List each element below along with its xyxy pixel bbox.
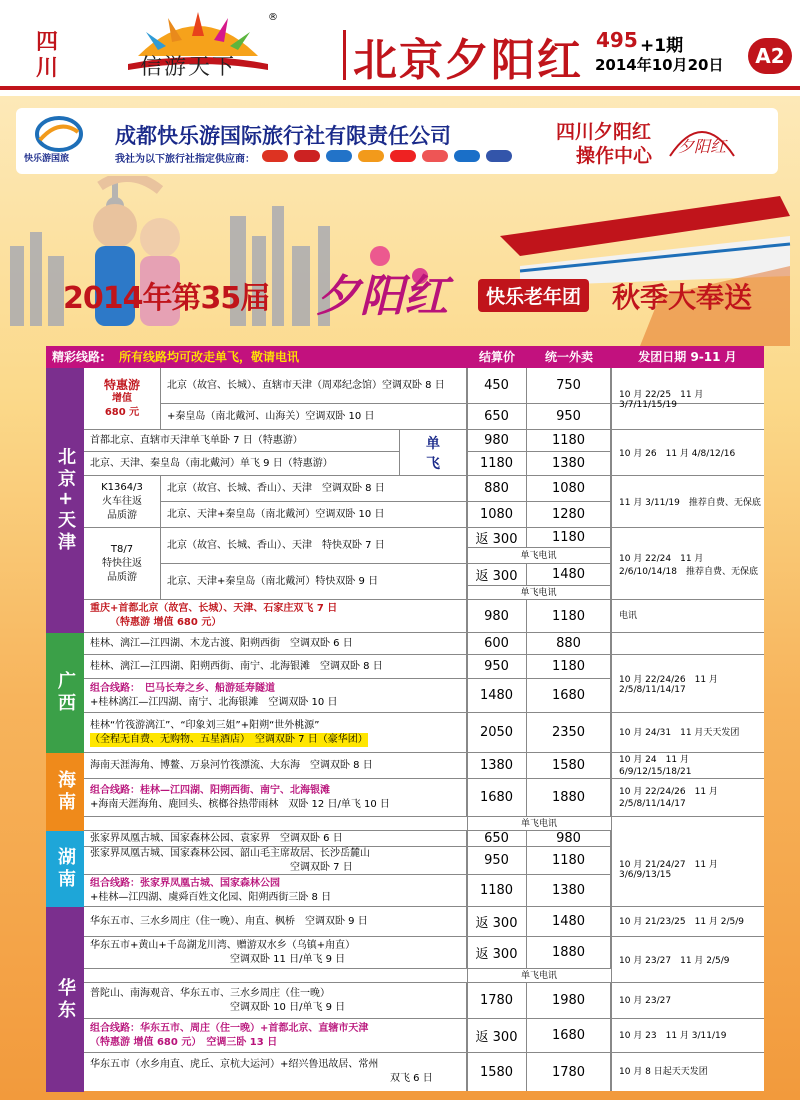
depart-dates: 10 月 22/25 11 月 3/7/11/15/19 [611, 368, 764, 430]
table-row: 北京（故宫、长城）、直辖市天津（周邓纪念馆）空调双卧 8 日 450 750 [161, 368, 764, 404]
promo-slogan: 秋季大奉送 [612, 281, 753, 314]
page-badge: A2 [748, 38, 792, 74]
table-row: 组合线路：张家界凤凰古城、国家森林公园 +桂林—江四湖、虞舜百姓文化园、阳朔西街三卧 8 日 1180 1380 [84, 875, 611, 907]
registered-mark: ® [268, 12, 278, 23]
table-row: 华东五市、三水乡周庄（住一晚）、甪直、枫桥 空调双卧 9 日 返 300 1480 10 月 21/23/25 11 月 2/5/9 [84, 907, 764, 937]
table-row: 华东五市+黄山+千岛湖龙川湾、赠游双水乡（乌镇+甪直） 空调双卧 11 日/单飞 9 日 返 300 1880 [84, 937, 611, 969]
partner-logos [262, 150, 512, 162]
company-logo-icon [24, 114, 94, 164]
partner-logo-icon [326, 150, 352, 162]
table-row-spacer [84, 817, 467, 831]
table-row: 张家界凤凰古城、国家森林公园、袁家界 空调双卧 6 日 650 980 [84, 831, 611, 847]
depart-dates: 10 月 22/24/26 11 月 2/5/8/11/14/17 [611, 655, 764, 713]
table-row: 张家界凤凰古城、国家森林公园、韶山毛主席故居、长沙岳麓山 空调双卧 7 日 950 1180 [84, 847, 611, 875]
route-label: K1364/3 火车往返 品质游 [84, 476, 161, 528]
table-row: 华东五市（水乡甪直、虎丘、京杭大运河）+绍兴鲁迅故居、常州 双飞 6 日 1580 1780 10 月 8 日起天天发团 [84, 1053, 764, 1091]
table-header-settle: 结算价 [467, 346, 527, 368]
region-guangxi: 广西 [46, 633, 84, 753]
depart-dates: 10 月 26 11 月 4/8/12/16 [611, 430, 764, 476]
table-row: 组合线路：华东五市、周庄（住一晚）+首都北京、直辖市天津 （特惠游 增值 680 元） 空调三卧 13 日 返 300 1680 10 月 23 11 月 3/11/19 [84, 1019, 764, 1053]
region-hunan: 湖南 [46, 831, 84, 907]
table-row: 北京（故宫、长城、香山）、天津 空调双卧 8 日 880 1080 [161, 476, 611, 502]
masthead [0, 0, 800, 88]
svg-text:夕阳红: 夕阳红 [678, 137, 727, 156]
table-row: 北京、天津+秦皇岛（南北戴河）空调双卧 10 日 1080 1280 [161, 502, 611, 528]
table-row: 海南天涯海角、博鳌、万泉河竹筏漂流、大东海 空调双卧 8 日 1380 1580 10 月 24 11 月 6/9/12/15/18/21 [84, 753, 764, 779]
route-label: T8/7 特快往返 品质游 [84, 528, 161, 600]
table-row: 北京、天津+秦皇岛（南北戴河）特快双卧 9 日 [161, 564, 467, 600]
single-flight-tag: 单 飞 [400, 430, 467, 476]
region-beijing: 北京+天津 [46, 368, 84, 633]
operation-center: 四川夕阳红 操作中心 [556, 121, 653, 167]
flight-note: 单飞电讯 [467, 548, 611, 564]
region-hainan: 海南 [46, 753, 84, 831]
depart-dates: 10 月 21/24/27 11 月 3/6/9/13/15 [611, 831, 764, 907]
masthead-rule [0, 86, 800, 90]
table-row: 桂林、漓江—江四湖、木龙古渡、阳朔西街 空调双卧 6 日 600 880 [84, 633, 764, 655]
table-header-routes: 精彩线路: 所有线路均可改走单飞，敬请电讯 [46, 346, 467, 368]
table-row: 普陀山、南海观音、华东五市、三水乡周庄（住一晚） 空调双卧 10 日/单飞 9 日 1780 1980 10 月 23/27 [84, 983, 764, 1019]
region-label: 四 川 [35, 30, 58, 81]
table-row: 北京（故宫、长城、香山）、天津 特快双卧 7 日 [161, 528, 467, 564]
partner-logo-icon [358, 150, 384, 162]
issue-extra: +1期 [640, 36, 684, 56]
sunset-seal-icon [664, 116, 740, 168]
logo-text: 信游天下 [140, 55, 237, 80]
table-row: 北京、天津、秦皇岛（南北戴河）单飞 9 日（特惠游） [84, 452, 400, 476]
table-row: 桂林“竹筏游漓江”、“印象刘三姐”+阳朔“世外桃源” （全程无自费、无购物、五星酒店） 空调双卧 7 日（豪华团） 2050 2350 10 月 24/31 11 月天天发团 [84, 713, 764, 753]
table-row: 组合线路：桂林—江四湖、阳朔西街、南宁、北海银滩 +海南天涯海角、鹿回头、槟榔谷热带雨林 双卧 12 日/单飞 10 日 1680 1880 10 月 22/24/26 11 月 2/5/8/11/14/17 [84, 779, 764, 817]
table-header-retail: 统一外卖 [527, 346, 611, 368]
promo-year: 2014年第35届 [63, 281, 270, 316]
svg-text:快乐游国旅: 快乐游国旅 [24, 154, 70, 164]
partner-logo-icon [486, 150, 512, 162]
depart-dates: 11 月 3/11/19 推荐自费、无保底 [611, 476, 764, 528]
partner-logo-icon [262, 150, 288, 162]
flight-note: 单飞电讯 [467, 586, 611, 600]
column-divider [467, 368, 468, 1091]
region-huadong: 华东 [46, 907, 84, 1092]
company-name: 成都快乐游国际旅行社有限责任公司 [115, 124, 451, 148]
table-row: 重庆+首都北京（故宫、长城）、天津、石家庄双飞 7 日 （特惠游 增值 680 元） 980 1180 电讯 [84, 600, 764, 633]
table-row: 返 300 1180 [467, 528, 611, 548]
column-divider [611, 368, 612, 1091]
table-row: 组合线路： 巴马长寿之乡、船游延寿隧道 +桂林漓江—江四湖、南宁、北海银滩 空调双卧 10 日 1480 1680 [84, 679, 611, 713]
partner-logo-icon [454, 150, 480, 162]
promo-group: 快乐老年团 [478, 279, 589, 312]
table-row-spacer [84, 969, 467, 983]
flight-note: 单飞电讯 [467, 969, 611, 983]
company-sub: 我社为以下旅行社指定供应商： [115, 154, 255, 165]
depart-dates: 10 月 23/27 11 月 2/5/9 [611, 937, 764, 983]
flight-note: 单飞电讯 [467, 817, 611, 831]
route-label: 特惠游 增值 680 元 [84, 368, 161, 430]
table-row: 返 300 1480 [467, 564, 611, 586]
paper-title: 北京夕阳红 [353, 35, 583, 86]
table-row: 980 1180 [467, 430, 611, 452]
table-row: 首都北京、直辖市天津单飞单卧 7 日（特惠游） [84, 430, 400, 452]
partner-logo-icon [422, 150, 448, 162]
table-row: +秦皇岛（南北戴河、山海关）空调双卧 10 日 650 950 [161, 404, 764, 430]
promo-title: 夕阳红 [316, 271, 448, 322]
divider [343, 30, 346, 80]
issue-date: 2014年10月20日 [595, 56, 724, 74]
table-row: 桂林、漓江—江四湖、阳朔西街、南宁、北海银滩 空调双卧 8 日 950 1180 [84, 655, 611, 679]
table-header-dates: 发团日期 9-11 月 [611, 346, 764, 368]
table-row: 1180 1380 [467, 452, 611, 476]
issue-number: 495 [596, 28, 638, 52]
depart-dates: 10 月 22/24 11 月 2/6/10/14/18 推荐自费、无保底 [611, 528, 764, 600]
partner-logo-icon [294, 150, 320, 162]
partner-logo-icon [390, 150, 416, 162]
